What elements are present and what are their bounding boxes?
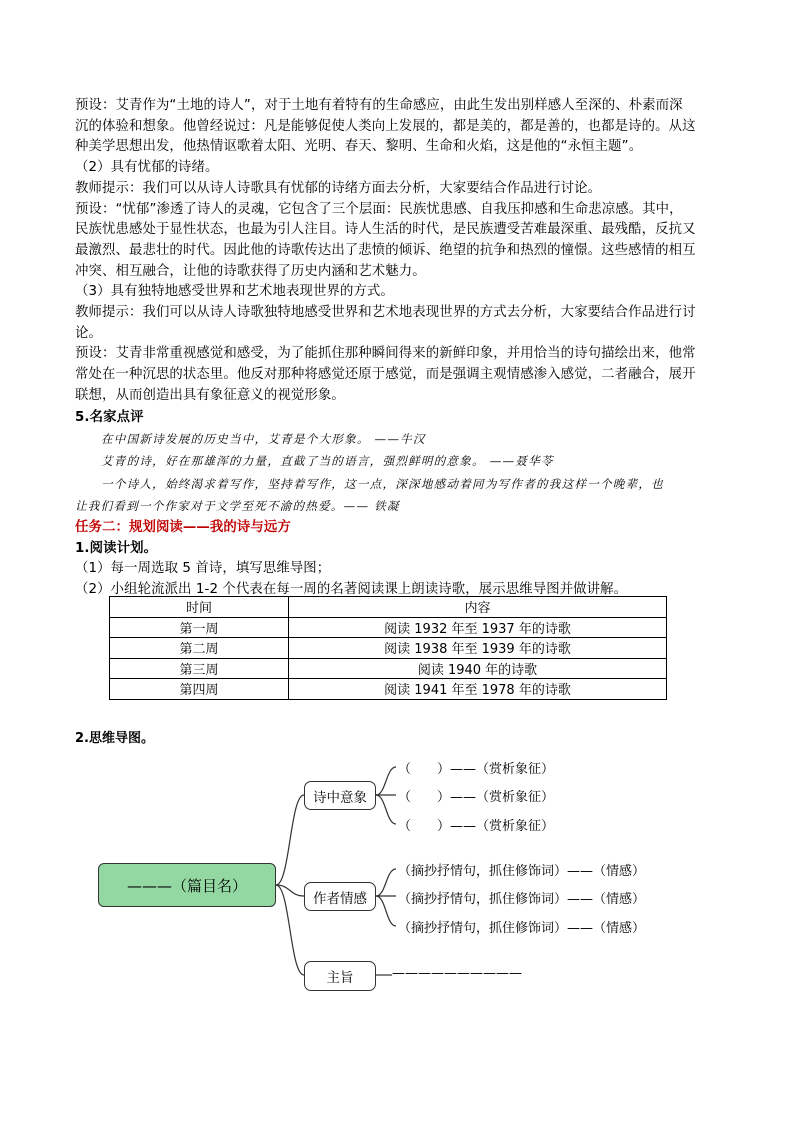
paragraph-line: 教师提示：我们可以从诗人诗歌独特地感受世界和艺术地表现世界的方式去分析，大家要结合作品进行讨	[75, 305, 696, 321]
paragraph-line: 联想，从而创造出具有象征意义的视觉形象。	[75, 387, 345, 403]
paragraph-line: （2）具有忧郁的诗绪。	[75, 160, 219, 176]
imagery-leaf: （ ）——（赏析象征）	[398, 762, 555, 777]
branch-theme: 主旨	[304, 961, 376, 991]
emotion-leaf: （摘抄抒情句，抓住修饰词）——（情感）	[398, 921, 646, 936]
column-header-time: 时间	[110, 597, 289, 618]
critic-quote-line: 艾青的诗，好在那雄浑的力量，直截了当的语言，强烈鲜明的意象。 ——聂华苓	[101, 454, 554, 469]
reading-plan-table	[109, 596, 667, 700]
paragraph-line: 预设：艾青作为“土地的诗人”，对于土地有着特有的生命感应，由此生发出别样感人至深的、朴素而深	[75, 98, 683, 113]
week-cell: 第一周	[110, 617, 289, 638]
emotion-leaf: （摘抄抒情句，抓住修饰词）——（情感）	[398, 892, 646, 907]
table-header-row	[110, 597, 667, 618]
mindmap-root-title: ———（篇目名）	[98, 863, 276, 907]
week-cell: 第四周	[110, 679, 289, 700]
emotion-leaf: （摘抄抒情句，抓住修饰词）——（情感）	[398, 864, 646, 879]
task2-heading: 任务二：规划阅读——我的诗与远方	[75, 520, 291, 536]
paragraph-line: 冲突、相互融合，让他的诗歌获得了历史内涵和艺术魅力。	[75, 263, 426, 279]
week-cell: 第二周	[110, 638, 289, 659]
theme-answer-line: ——————————	[392, 966, 522, 981]
content-cell: 阅读 1940 年的诗歌	[289, 658, 667, 679]
imagery-leaf: （ ）——（赏析象征）	[398, 790, 555, 805]
paragraph-line: 沉的体验和想象。他曾经说过：凡是能够促使人类向上发展的，都是美的，都是善的，也都是诗的。从这	[75, 118, 696, 134]
paragraph-line: 预设：艾青非常重视感觉和感受，为了能抓住那种瞬间得来的新鲜印象，并用恰当的诗句描绘出来，他常	[75, 346, 696, 362]
paragraph-line: （3）具有独特地感受世界和艺术地表现世界的方式。	[75, 284, 394, 300]
reading-plan-heading: 1.阅读计划。	[75, 540, 158, 556]
critic-quotes	[75, 428, 725, 517]
paragraph-line: 教师提示：我们可以从诗人诗歌具有忧郁的诗绪方面去分析，大家要结合作品进行讨论。	[75, 180, 602, 196]
table-row	[110, 617, 667, 638]
table-row	[110, 658, 667, 679]
document-body	[75, 96, 725, 601]
plan-item: （2）小组轮流派出 1-2 个代表在每一周的名著阅读课上朗读诗歌，展示思维导图并做讲解。	[75, 582, 628, 598]
content-cell: 阅读 1932 年至 1937 年的诗歌	[289, 617, 667, 638]
content-cell: 阅读 1941 年至 1978 年的诗歌	[289, 679, 667, 700]
week-cell: 第三周	[110, 658, 289, 679]
critic-quote-line: 让我们看到一个作家对于文学至死不渝的热爱。—— 铁凝	[75, 498, 400, 513]
paragraph-line: 种美学思想出发，他热情讴歌着太阳、光明、春天、黎明、生命和火焰，这是他的“永恒主题”。	[75, 139, 643, 155]
mindmap-heading: 2.思维导图。	[75, 731, 154, 746]
section-heading-critics: 5.名家点评	[75, 409, 144, 425]
plan-item: （1）每一周选取 5 首诗，填写思维导图；	[75, 561, 331, 577]
critic-quote-line: 在中国新诗发展的历史当中，艾青是个大形象。 ——牛汉	[101, 432, 426, 447]
branch-imagery: 诗中意象	[304, 781, 376, 810]
paragraph-line: 最激烈、最悲壮的时代。因此他的诗歌传达出了悲愤的倾诉、绝望的抗争和热烈的憧憬。这些感情的相互	[75, 242, 696, 258]
paragraph-line: 预设：“忧郁”渗透了诗人的灵魂，它包含了三个层面：民族忧患感、自我压抑感和生命悲凉感。其中，	[75, 201, 683, 217]
content-cell: 阅读 1938 年至 1939 年的诗歌	[289, 638, 667, 659]
imagery-leaf: （ ）——（赏析象征）	[398, 819, 555, 834]
table-row	[110, 679, 667, 700]
table-row	[110, 638, 667, 659]
paragraph-line: 论。	[75, 325, 102, 341]
column-header-content: 内容	[289, 597, 667, 618]
analysis-paragraphs	[75, 96, 725, 407]
critic-quote-line: 一个诗人，始终渴求着写作，坚持着写作，这一点，深深地感动着同为写作者的我这样一个晚辈，也	[101, 476, 664, 491]
paragraph-line: 民族忧患感处于显性状态，也最为引人注目。诗人生活的时代，是民族遭受苦难最深重、最残酷，反抗又	[75, 222, 696, 238]
branch-emotion: 作者情感	[304, 882, 376, 911]
paragraph-line: 常处在一种沉思的状态里。他反对那种将感觉还原于感觉，而是强调主观情感渗入感觉，二者融合，展开	[75, 367, 696, 383]
